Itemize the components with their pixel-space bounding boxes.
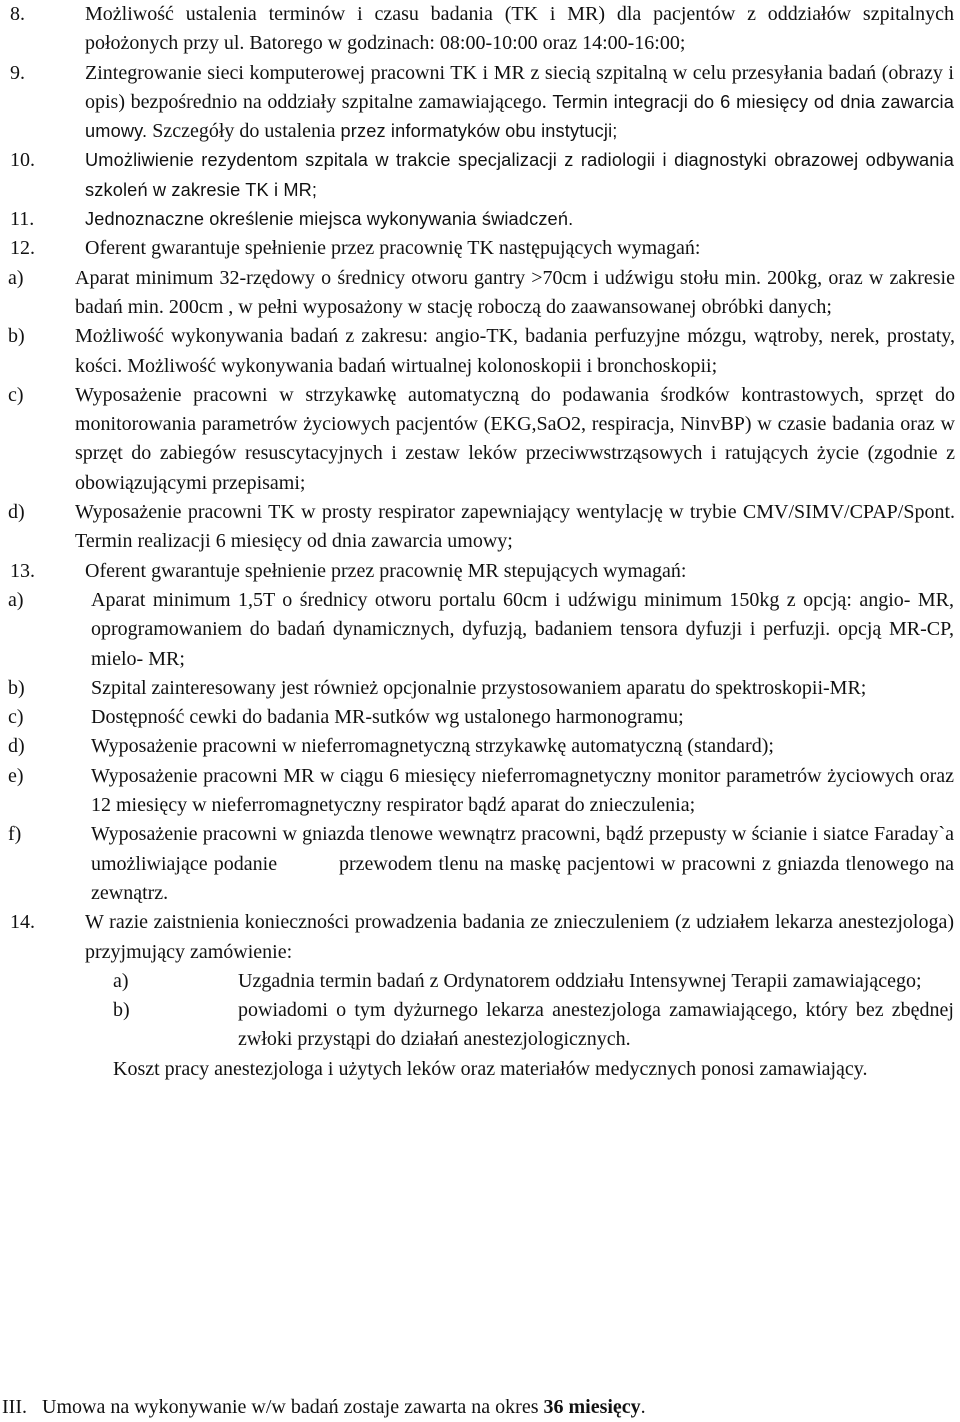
item-number: 13. xyxy=(10,559,35,582)
item-14-sub-b xyxy=(113,996,960,1055)
sub-item-text: Wyposażenie pracowni w strzykawkę automatyczną do podawania środków kontrastowych, sprzęt do monitorowania parametrów życiowych pacjentów (EKG,SaO2, respiracja, NinvBP) w czasie badania oraz w sprzęt do zabiegów resuscytacyjnych i zestaw leków przeciwwstrząsowych i ratujących życie (zgodnie z obowiązującymi przepisami; xyxy=(75,383,955,494)
item-12-sub-d xyxy=(8,498,960,557)
item-14 xyxy=(6,908,960,967)
item-number: 11. xyxy=(10,208,35,231)
item-12-sub-c xyxy=(8,381,960,498)
final-text-part: . xyxy=(640,1396,646,1418)
sub-item-label: d) xyxy=(8,501,25,524)
item-13-sub-e xyxy=(8,762,960,821)
item-13-sub-d xyxy=(8,732,960,761)
final-text-part: Umowa na wykonywanie w/w badań zostaje zawarta na okres xyxy=(42,1396,544,1418)
item-text: W razie zaistnienia konieczności prowadzenia badania ze znieczuleniem (z udziałem lekarza anestezjologa) przyjmujący zamówienie: xyxy=(85,911,954,963)
sub-item-label: a) xyxy=(8,588,24,611)
item-10 xyxy=(6,146,960,205)
sub-item-text: powiadomi o tym dyżurnego lekarza anestezjologa zamawiającego, który bez zbędnej zwłoki przystąpi do działań anestezjologicznych. xyxy=(238,999,954,1051)
item-12-sub-b xyxy=(8,322,960,381)
sub-item-text: Wyposażenie pracowni w gniazda tlenowe wewnątrz pracowni, bądź przepusty w ścianie i siatce Faraday`a umożliwiające podanie przewodem tlenu na maskę pacjentowi w pracowni z gniazda tlenowego na zewnątrz. xyxy=(91,823,959,904)
sub-item-text: Uzgadnia termin badań z Ordynatorem oddziału Intensywnej Terapii zamawiającego; xyxy=(238,969,922,992)
final-clause-text xyxy=(42,1393,646,1422)
section-label: III. xyxy=(2,1396,27,1418)
item-number: 12. xyxy=(10,237,35,260)
item-14-sub-a xyxy=(113,967,960,996)
item-13-sub-c xyxy=(8,703,960,732)
sub-item-label: a) xyxy=(113,969,129,992)
item-text: Jednoznaczne określenie miejsca wykonywania świadczeń. xyxy=(85,209,574,230)
cost-note: Koszt pracy anestezjologa i użytych leków oraz materiałów medycznych ponosi zamawiający. xyxy=(113,1057,868,1080)
item-13-sub-f xyxy=(8,820,960,908)
item-number: 14. xyxy=(10,911,35,934)
item-text-part: Zintegrowanie sieci komputerowej pracowni TK i MR z siecią szpitalną w celu przesyłania badań (obrazy i opis) bezpośrednio na oddziały szpitalne zamawiającego. xyxy=(85,61,954,113)
sub-item-text: Wyposażenie pracowni MR w ciągu 6 miesięcy nieferromagnetyczny monitor parametrów życiowych oraz 12 miesięcy w nieferromagnetyczny respirator bądź aparat do znieczulenia; xyxy=(91,764,954,817)
sub-item-text: Wyposażenie pracowni TK w prosty respirator zapewniający wentylację w trybie CMV/SIMV/CPAP/Spont. Termin realizacji 6 miesięcy od dnia zawarcia umowy; xyxy=(75,501,955,553)
item-text: Oferent gwarantuje spełnienie przez pracownię MR stepujących wymagań: xyxy=(85,559,687,582)
sub-item-label: e) xyxy=(8,764,24,787)
item-13-sub-a xyxy=(8,586,960,674)
sub-item-label: f) xyxy=(8,823,22,846)
item-text-part: przez informatyków obu instytucji; xyxy=(340,121,618,142)
sub-item-label: b) xyxy=(8,676,25,699)
sub-item-text: Wyposażenie pracowni w nieferromagnetyczną strzykawkę automatyczną (standard); xyxy=(91,735,774,758)
item-11 xyxy=(6,205,960,234)
item-number: 9. xyxy=(10,61,25,84)
item-text: Umożliwienie rezydentom szpitala w trakcie specjalizacji z radiologii i diagnostyki obrazowej odbywania szkoleń w zakresie TK i MR; xyxy=(85,150,954,200)
item-text: Możliwość ustalenia terminów i czasu badania (TK i MR) dla pacjentów z oddziałów szpitalnych położonych przy ul. Batorego w godzinach: 08:00-10:00 oraz 14:00-16:00; xyxy=(85,3,954,55)
final-clause xyxy=(0,1393,960,1422)
sub-item-text: Możliwość wykonywania badań z zakresu: angio-TK, badania perfuzyjne mózgu, wątroby, nerek, prostaty, kości. Możliwość wykonywania badań wirtualnej kolonoskopii i bronchoskopii; xyxy=(75,325,955,377)
item-text xyxy=(85,59,954,147)
item-text-part: Szczegóły do ustalenia xyxy=(147,120,341,143)
item-13 xyxy=(6,557,960,586)
sub-item-text: Aparat minimum 1,5T o średnicy otworu portalu 60cm i udźwigu minimum 150kg z opcją: angio- MR, oprogramowaniem do badań dynamicznych, dyfuzją, badaniem tensora dyfuzji i perfuzji. opcją MR-CP, mielo- MR; xyxy=(91,588,954,670)
sub-item-label: c) xyxy=(8,706,24,729)
sub-item-label: d) xyxy=(8,735,25,758)
item-number: 10. xyxy=(10,149,35,172)
sub-item-label: a) xyxy=(8,266,24,289)
item-9 xyxy=(6,59,960,147)
item-text-part: Termin integracji do 6 miesięcy od dnia zawarcia umowy. xyxy=(85,91,954,142)
sub-item-text: Aparat minimum 32-rzędowy o średnicy otworu gantry >70cm i udźwigu stołu min. 200kg, oraz w zakresie badań min. 200cm , w pełni wyposażony w stację roboczą do zaawansowanej obróbki danych; xyxy=(75,266,955,318)
item-text: Oferent gwarantuje spełnienie przez pracownię TK następujących wymagań: xyxy=(85,237,701,260)
item-13-sub-b xyxy=(8,674,960,703)
item-12 xyxy=(6,234,960,263)
sub-item-text: Dostępność cewki do badania MR-sutków wg ustalonego harmonogramu; xyxy=(91,706,684,729)
contract-duration: 36 miesięcy xyxy=(543,1396,641,1418)
sub-item-label: b) xyxy=(113,999,130,1022)
item-number: 8. xyxy=(10,3,25,25)
sub-item-label: b) xyxy=(8,325,25,348)
sub-item-label: c) xyxy=(8,383,24,406)
item-12-sub-a xyxy=(8,264,960,323)
sub-item-text: Szpital zainteresowany jest również opcjonalnie przystosowaniem aparatu do spektroskopii-MR; xyxy=(91,676,867,699)
item-8 xyxy=(6,0,960,59)
